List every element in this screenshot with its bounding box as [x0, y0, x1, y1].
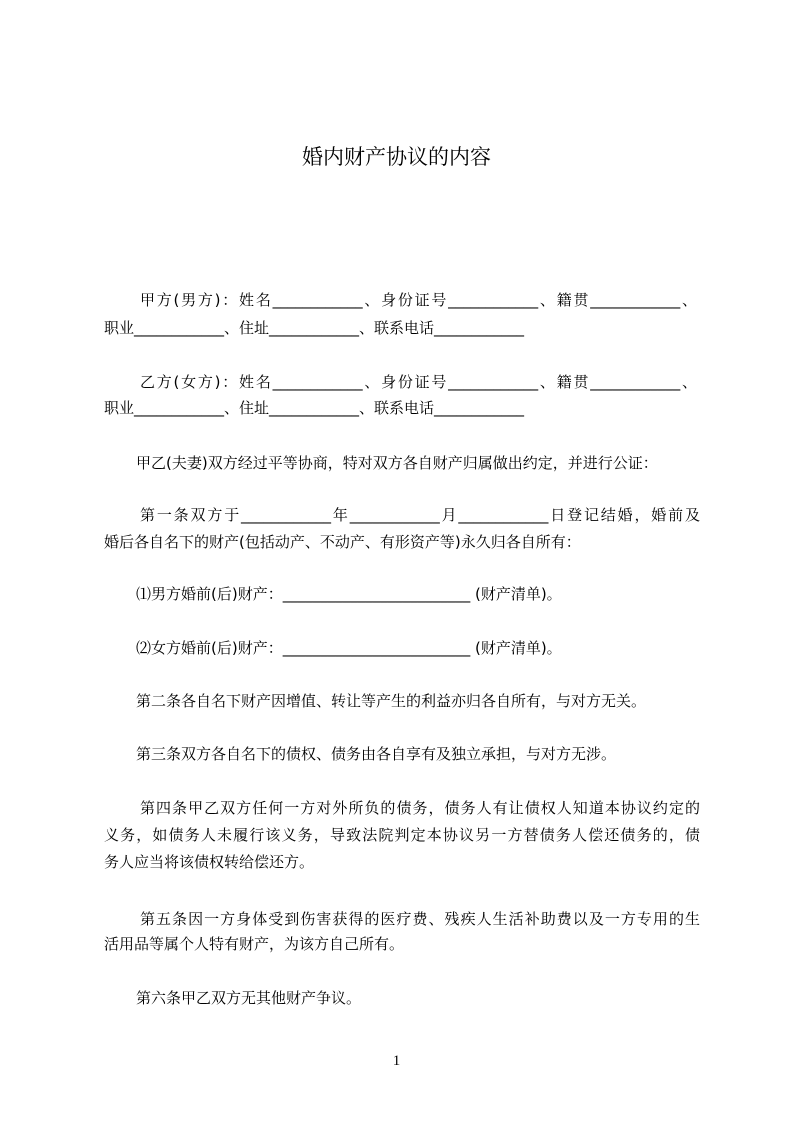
party-a-line-1: 甲方(男方)：姓名____________、身份证号____________、籍贯____________、 — [140, 291, 697, 309]
article-2: 第二条各自名下财产因增值、转让等产生的利益亦归各自所有，与对方无关。 — [136, 692, 647, 710]
article-4-line-2: 义务，如债务人未履行该义务，导致法院判定本协议另一方替债务人偿还债务的，债 — [104, 826, 700, 844]
article-6: 第六条甲乙双方无其他财产争议。 — [136, 989, 362, 1007]
party-b-line-1: 乙方(女方)：姓名____________、身份证号____________、籍贯____________、 — [140, 373, 697, 391]
article-4-line-3: 务人应当将该债权转给偿还方。 — [104, 853, 315, 871]
party-b-line-2: 职业____________、住址____________、联系电话____________ — [104, 399, 525, 417]
article-5-line-2: 活用品等属个人特有财产，为该方自己所有。 — [104, 935, 405, 953]
page-number: 1 — [392, 1053, 401, 1069]
article-1-item-1: ⑴男方婚前(后)财产：_________________________ (财产清单)。 — [136, 585, 562, 603]
article-1-line-2: 婚后各自名下的财产(包括动产、不动产、有形资产等)永久归各自所有： — [104, 533, 581, 551]
document-title: 婚内财产协议的内容 — [302, 145, 491, 169]
article-1-item-2: ⑵女方婚前(后)财产：_________________________ (财产清单)。 — [136, 639, 562, 657]
article-3: 第三条双方各自名下的债权、债务由各自享有及独立承担，与对方无涉。 — [136, 745, 617, 763]
article-4-line-1: 第四条甲乙双方任何一方对外所负的债务，债务人有让债权人知道本协议约定的 — [140, 799, 700, 817]
preamble: 甲乙(夫妻)双方经过平等协商，特对双方各自财产归属做出约定，并进行公证： — [136, 454, 658, 472]
article-1-line-1: 第一条双方于____________年____________月____________日登记结婚，婚前及 — [140, 506, 700, 524]
article-5-line-1: 第五条因一方身体受到伤害获得的医疗费、残疾人生活补助费以及一方专用的生 — [140, 910, 700, 928]
party-a-line-2: 职业____________、住址____________、联系电话____________ — [104, 319, 525, 337]
